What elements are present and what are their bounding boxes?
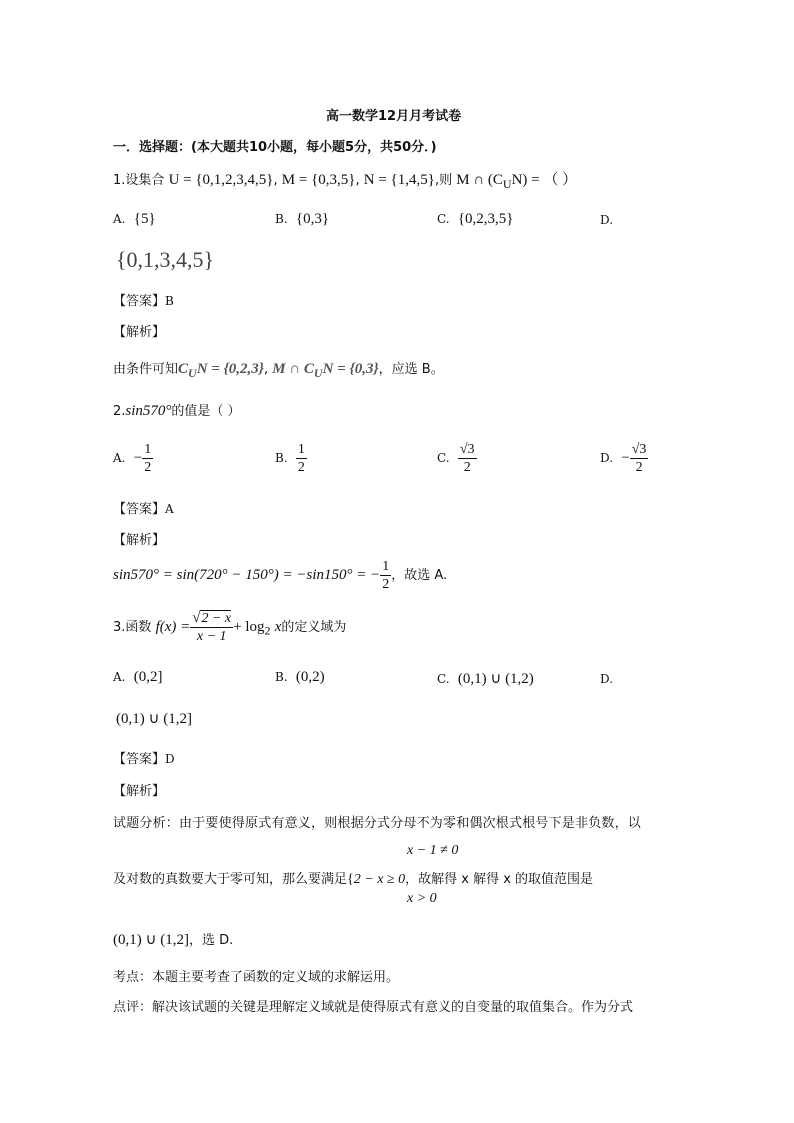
q2-option-b: B. $\frac{1}{2}$ — [275, 442, 305, 475]
q2-number: 2. — [113, 404, 126, 419]
q1-target: M ∩ $(C_UN)$ = （ ） — [456, 172, 578, 191]
q2-option-a: A. − $\frac{1}{2}$ — [113, 442, 152, 475]
q1-number: 1. — [113, 173, 126, 188]
q2-option-b-fraction: $\frac{1}{2}$ — [297, 442, 305, 475]
q3-option-a: A. (0,2] — [113, 669, 163, 685]
q2-analysis-label: 【解析】 — [113, 533, 166, 548]
q1-stem-prefix: 设集合 — [125, 173, 165, 188]
q3-stem: 3.函数 f(x) = $\frac{√2 - x}{x - 1}$ + $\log_2 x$的定义域为 — [113, 610, 347, 644]
q2-option-d-fraction: $\frac{√3}{2}$ — [631, 442, 647, 475]
section-header: 一．选择题：(本大题共10小题，每小题5分，共50分．) — [113, 140, 437, 155]
q2-stem: 2.sin570°的值是（ ） — [113, 403, 241, 419]
q3-system-row2: 2 − x ≥ 0 — [353, 872, 406, 887]
q3-option-b: B. (0,2) — [275, 669, 325, 685]
q1-option-c: C. {0,2,3,5} — [437, 211, 514, 227]
q1-option-b: B. {0,3} — [275, 211, 330, 227]
q3-answer: 【答案】D — [113, 752, 175, 767]
q1-option-d: {0,1,3,4,5} — [116, 247, 215, 272]
q3-option-c: C. (0,1) ∪ (1,2) — [437, 671, 534, 687]
q1-analysis-label: 【解析】 — [113, 325, 166, 340]
q2-option-a-fraction: $\frac{1}{2}$ — [144, 442, 152, 475]
q3-option-d: (0,1) ∪ (1,2] — [116, 711, 192, 727]
q3-kaodian: 考点：本题主要考查了函数的定义域的求解运用。 — [113, 970, 400, 985]
q3-system-brace: { — [347, 872, 354, 887]
q3-number: 3. — [113, 620, 126, 635]
q3-option-d-label: D. — [600, 672, 614, 686]
q3-function-fraction: $\frac{√2 - x}{x - 1}$ — [192, 610, 232, 644]
q3-analysis-line3: (0,1) ∪ (1,2]，选 D. — [113, 932, 234, 948]
q1-set-m: M = {0,3,5} — [281, 172, 356, 188]
q2-answer: 【答案】A — [113, 502, 174, 517]
q1-analysis: 由条件可知$C_UN = \{0,2,3\}$, M ∩ $C_UN = \{0,3\}$，应选 B。 — [113, 361, 444, 380]
q2-expr: sin570° — [125, 403, 172, 419]
q1-stem: 1.设集合 U = {0,1,2,3,4,5}, M = {0,3,5}, N = {1,4,5},则 M ∩ $(C_UN)$ = （ ） — [113, 172, 578, 191]
q1-set-u: U = {0,1,2,3,4,5} — [168, 172, 274, 188]
q1-analysis-expr2: M ∩ $C_UN = \{0,3\}$ — [272, 361, 379, 380]
q1-answer: 【答案】B — [113, 294, 174, 309]
q1-option-d-label: D. — [600, 213, 614, 227]
q2-option-c: C. $\frac{√3}{2}$ — [437, 442, 475, 475]
q2-option-d: D. − $\frac{√3}{2}$ — [600, 442, 647, 475]
q3-analysis-label: 【解析】 — [113, 784, 166, 799]
q3-analysis-line1: 试题分析：由于要使得原式有意义，则根据分式分母不为零和偶次根式根号下是非负数，以 — [113, 816, 642, 831]
q2-analysis: sin570° = sin(720° − 150°) = −sin150° = − $\frac{1}{2}$ ，故选 A. — [113, 559, 448, 592]
q2-analysis-fraction: $\frac{1}{2}$ — [382, 559, 390, 592]
q3-dianping: 点评：解决该试题的关键是理解定义域就是使得原式有意义的自变量的取值集合。作为分式 — [113, 1000, 634, 1015]
q3-analysis-line2: 及对数的真数要大于零可知，那么要满足{2 − x ≥ 0，故解得 x 解得 x 的取值范围是 — [113, 872, 594, 887]
q2-option-c-fraction: $\frac{√3}{2}$ — [459, 442, 475, 475]
q1-set-n: N = {1,4,5} — [363, 172, 435, 188]
page-title: 高一数学12月月考试卷 — [326, 109, 462, 124]
q1-stem-then: 则 — [439, 173, 453, 188]
q1-analysis-expr1: $C_UN = \{0,2,3\}$ — [178, 361, 265, 380]
q3-system-row3: x > 0 — [407, 891, 437, 906]
q3-system-row1: x − 1 ≠ 0 — [407, 843, 459, 858]
q1-option-a: A. {5} — [113, 211, 156, 227]
